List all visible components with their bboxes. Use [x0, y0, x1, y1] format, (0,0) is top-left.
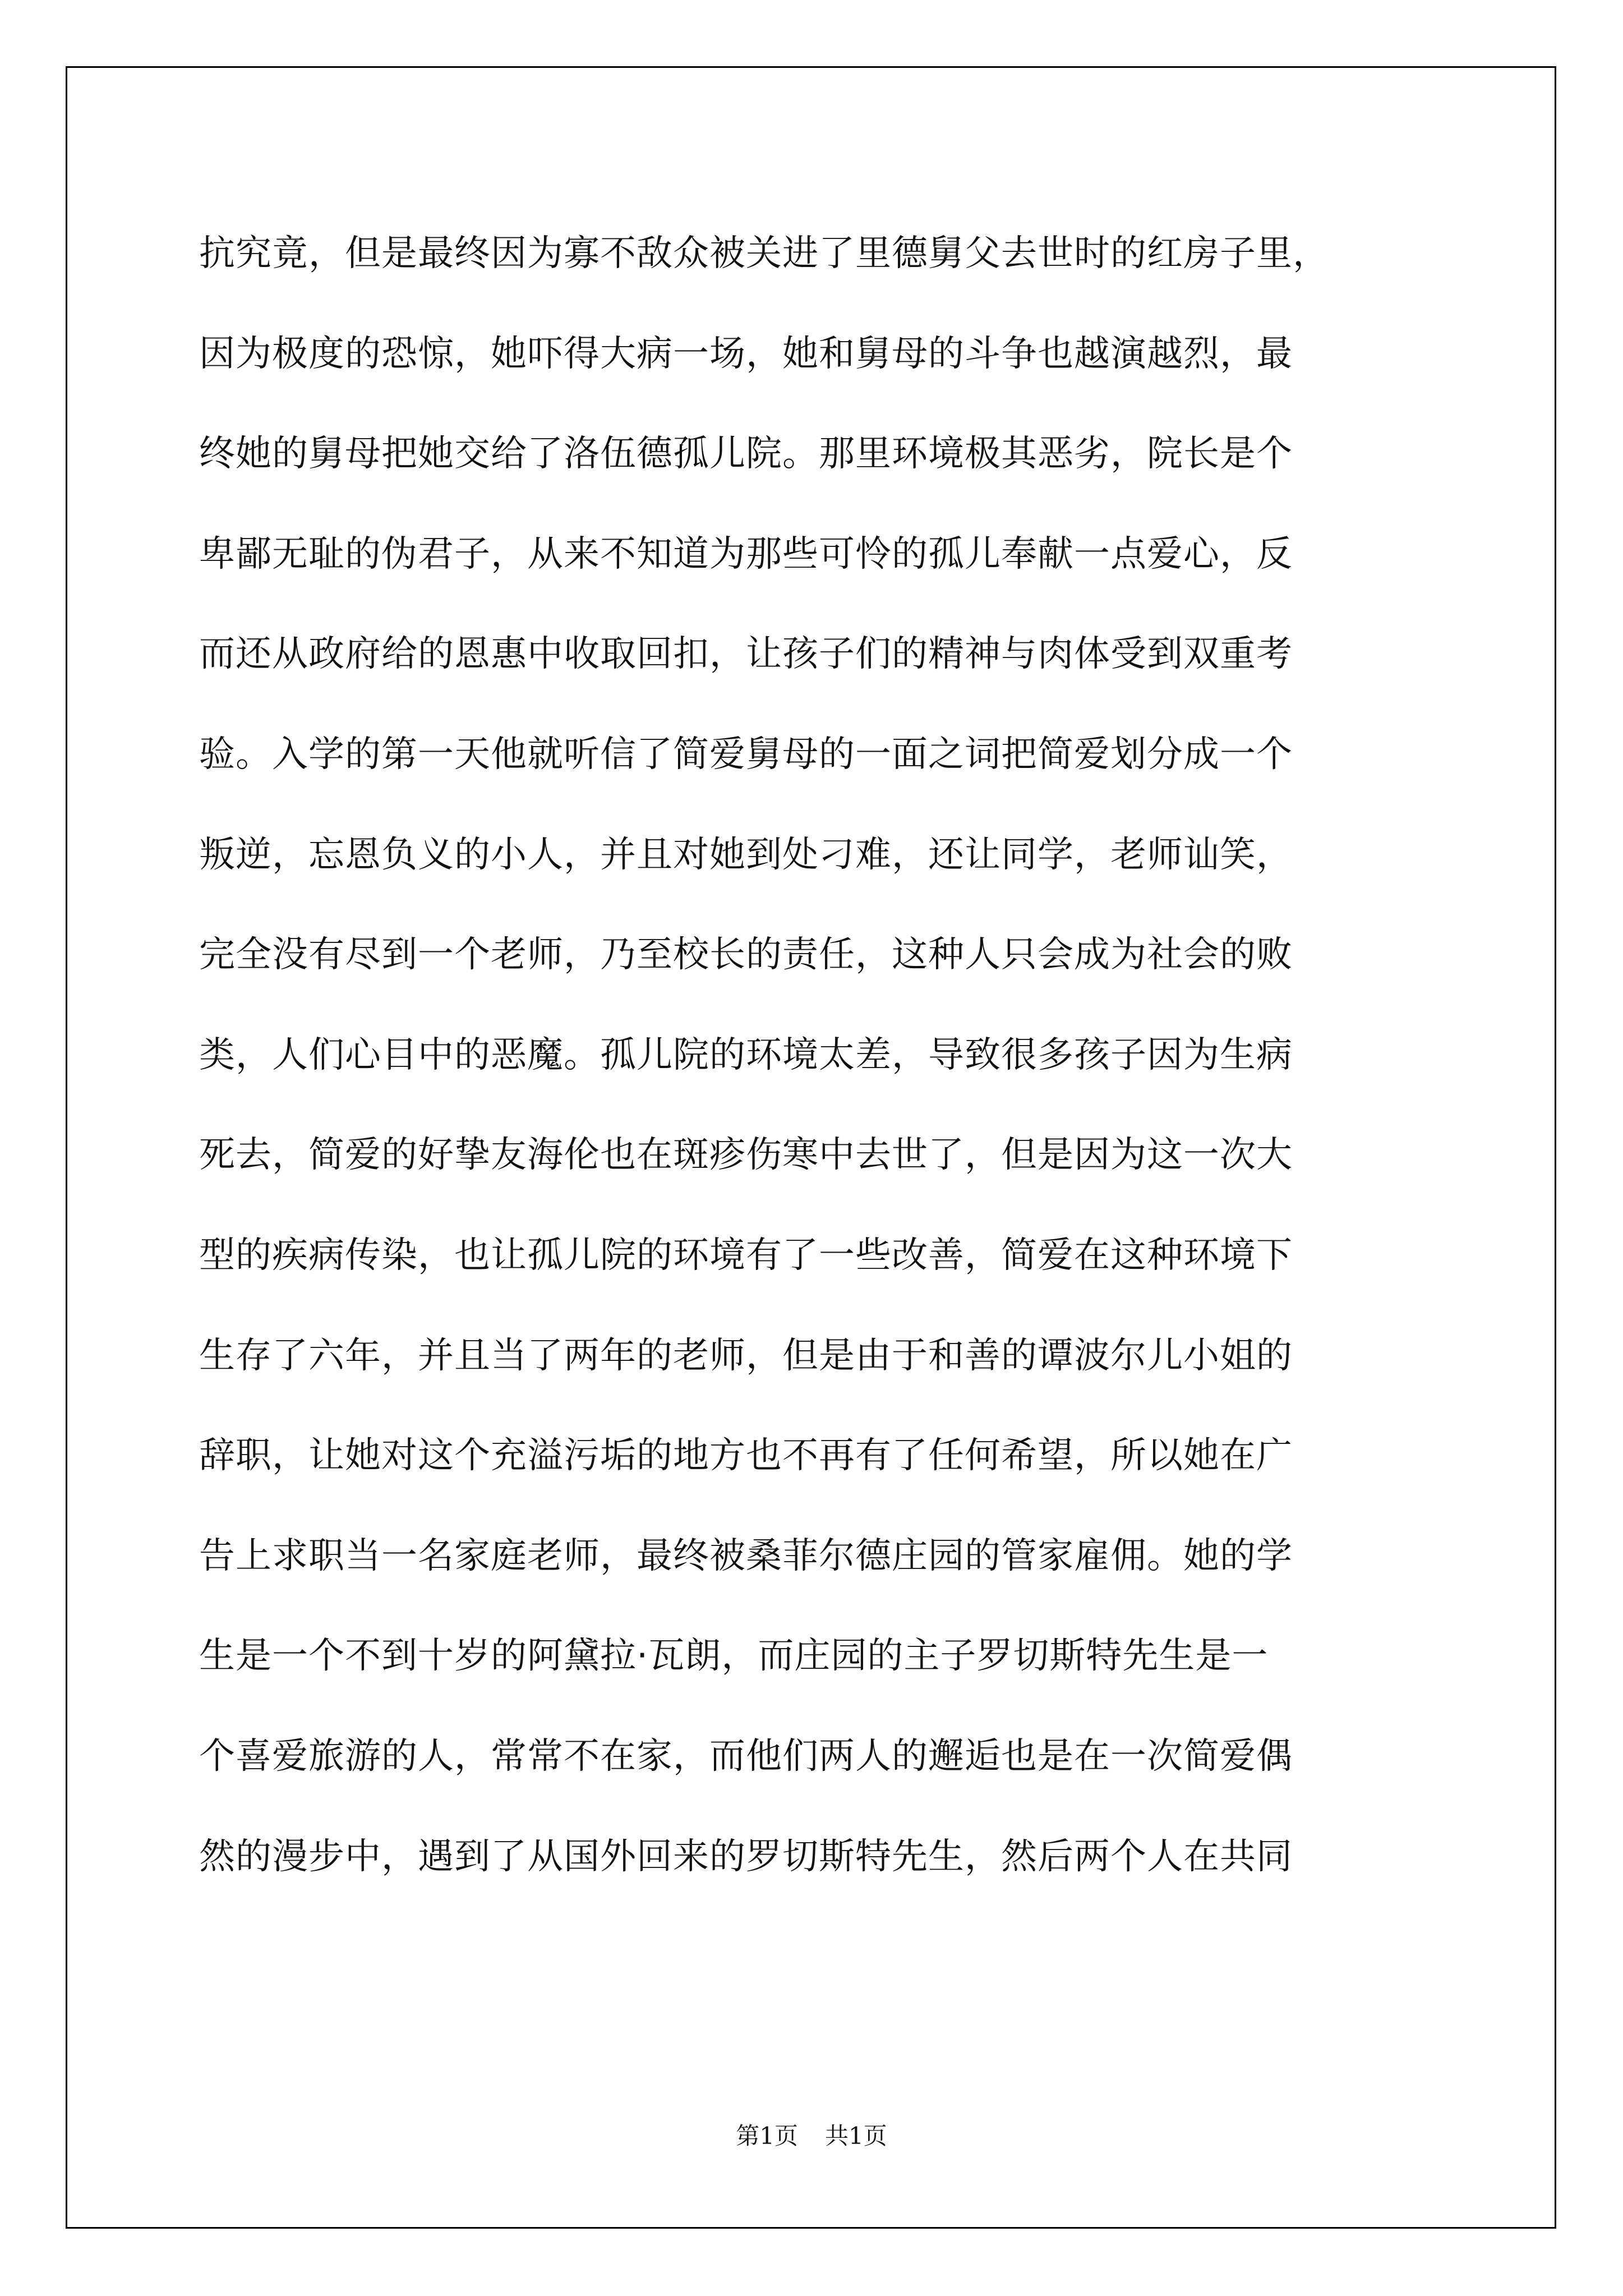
text-line: 死去，简爱的好挚友海伦也在斑疹伤寒中去世了，但是因为这一次大	[199, 1134, 1293, 1176]
text-line: 因为极度的恐惊，她吓得大病一场，她和舅母的斗争也越演越烈，最	[199, 333, 1293, 375]
text-line: 抗究竟，但是最终因为寡不敌众被关进了里德舅父去世时的红房子里，	[199, 233, 1329, 274]
text-line: 生是一个不到十岁的阿黛拉·瓦朗，而庄园的主子罗切斯特先生是一	[199, 1635, 1269, 1677]
text-line: 辞职，让她对这个充溢污垢的地方也不再有了任何希望，所以她在广	[199, 1435, 1293, 1477]
text-line: 完全没有尽到一个老师，乃至校长的责任，这种人只会成为社会的败	[199, 934, 1293, 976]
text-line: 卑鄙无耻的伪君子，从来不知道为那些可怜的孤儿奉献一点爱心，反	[199, 533, 1293, 575]
text-line: 生存了六年，并且当了两年的老师，但是由于和善的谭波尔儿小姐的	[199, 1335, 1293, 1377]
text-line: 类，人们心目中的恶魔。孤儿院的环境太差，导致很多孩子因为生病	[199, 1034, 1293, 1076]
text-line: 验。入学的第一天他就听信了简爱舅母的一面之词把简爱划分成一个	[199, 733, 1293, 775]
document-body	[199, 204, 1455, 1907]
text-line: 然的漫步中，遇到了从国外回来的罗切斯特先生，然后两个人在共同	[199, 1835, 1293, 1878]
page-number: 第1页	[736, 2122, 798, 2150]
text-line: 型的疾病传染，也让孤儿院的环境有了一些改善，简爱在这种环境下	[199, 1234, 1293, 1276]
text-line: 终她的舅母把她交给了洛伍德孤儿院。那里环境极其恶劣，院长是个	[199, 433, 1293, 475]
text-line: 告上求职当一名家庭老师，最终被桑菲尔德庄园的管家雇佣。她的学	[199, 1535, 1293, 1577]
page-total: 共1页	[825, 2122, 887, 2150]
page-footer	[0, 2118, 1623, 2151]
text-line: 个喜爱旅游的人，常常不在家，而他们两人的邂逅也是在一次简爱偶	[199, 1735, 1293, 1777]
text-line: 叛逆，忘恩负义的小人，并且对她到处刁难，还让同学，老师讪笑，	[199, 834, 1293, 876]
text-line: 而还从政府给的恩惠中收取回扣，让孩子们的精神与肉体受到双重考	[199, 633, 1293, 675]
